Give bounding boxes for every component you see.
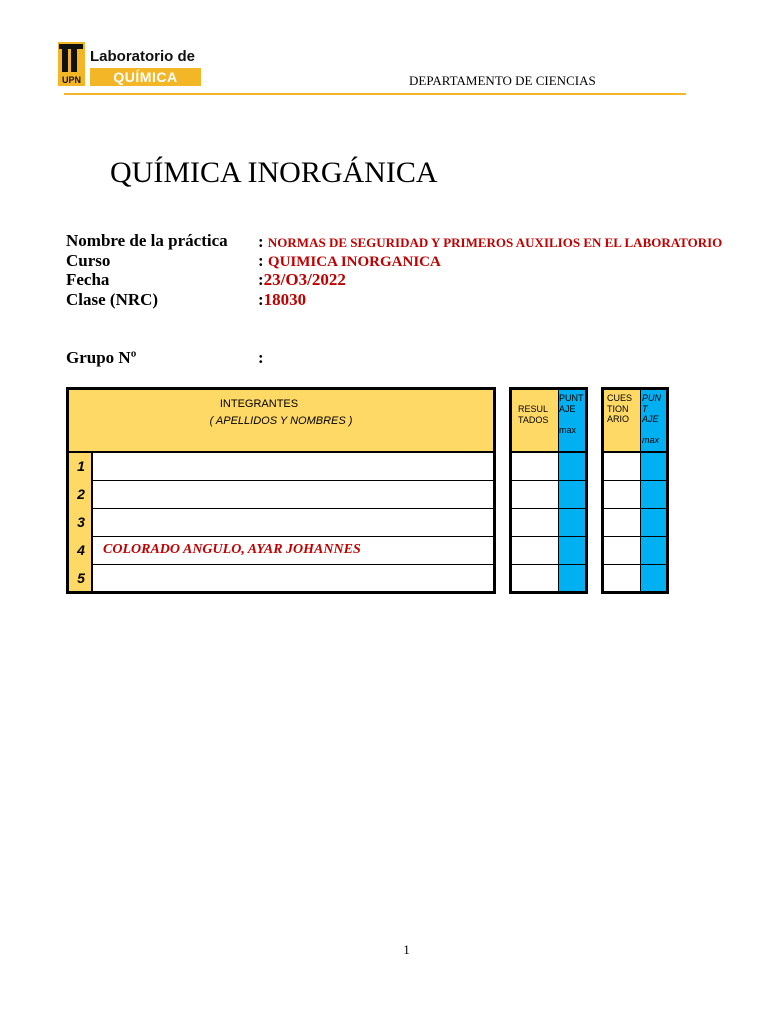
class-label: Clase (NRC) xyxy=(66,290,159,309)
questionnaire-header-label: CUES TION ARIO xyxy=(607,393,633,424)
table-row xyxy=(69,537,493,564)
date-label: Fecha xyxy=(66,270,110,289)
lab-logo xyxy=(58,42,204,88)
member-name-input[interactable]: COLORADO ANGULO, AYAR JOHANNES xyxy=(103,542,361,557)
course-label: Curso xyxy=(66,251,111,270)
row-number: 4 xyxy=(77,542,85,558)
logo-badge: UPN xyxy=(61,75,81,85)
group-colon: : xyxy=(258,348,264,367)
members-header-subtitle: ( APELLIDOS Y NOMBRES ) xyxy=(209,415,353,427)
practice-field: : NORMAS DE SEGURIDAD Y PRIMEROS AUXILIOS EN EL LABORATORIO xyxy=(258,232,723,251)
table-row xyxy=(69,565,493,591)
department-heading: DEPARTAMENTO DE CIENCIAS xyxy=(409,73,596,88)
practice-value: NORMAS DE SEGURIDAD Y PRIMEROS AUXILIOS EN EL LABORATORIO xyxy=(267,235,723,250)
questionnaire-table xyxy=(601,387,669,594)
members-header-title: INTEGRANTES xyxy=(219,398,299,410)
results-table xyxy=(509,387,588,594)
questionnaire-score-header: PUN T AJE max xyxy=(642,393,662,445)
header-rule xyxy=(64,93,686,95)
members-table xyxy=(66,387,496,594)
results-header-label: RESUL TADOS xyxy=(518,404,549,425)
group-label: Grupo Nº xyxy=(66,348,137,367)
page-number: 1 xyxy=(403,942,410,957)
row-number: 3 xyxy=(77,514,85,530)
row-number: 1 xyxy=(77,458,85,474)
row-number: 5 xyxy=(77,570,85,586)
logo-line1: Laboratorio de xyxy=(90,48,196,65)
class-value: 18030 xyxy=(263,290,307,309)
table-row xyxy=(69,453,493,480)
row-number: 2 xyxy=(77,486,85,502)
page-title: QUÍMICA INORGÁNICA xyxy=(110,156,438,189)
table-row xyxy=(69,509,493,536)
date-value: 23/O3/2022 xyxy=(263,270,346,289)
course-value: QUIMICA INORGANICA xyxy=(267,254,441,270)
members-header xyxy=(69,390,493,451)
logo-line2: QUÍMICA xyxy=(90,68,201,86)
course-field: : QUIMICA INORGANICA xyxy=(258,251,441,270)
class-field: :18030 xyxy=(258,290,307,309)
date-field: :23/O3/2022 xyxy=(258,270,346,289)
results-score-header: PUNT AJE max xyxy=(559,393,584,435)
table-row xyxy=(69,481,493,508)
practice-label: Nombre de la práctica xyxy=(66,231,228,250)
upn-logo-icon xyxy=(58,42,85,86)
